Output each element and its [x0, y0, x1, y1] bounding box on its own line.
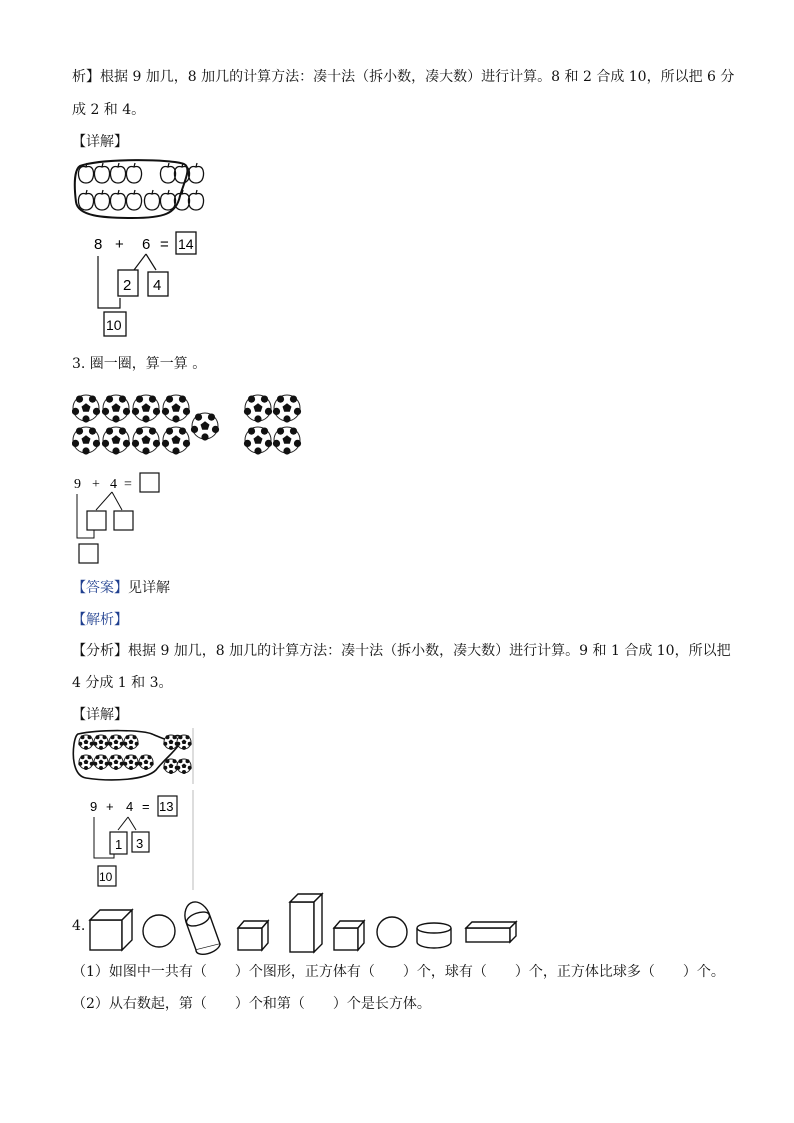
eq3-b: 4: [126, 799, 134, 814]
eq2-b: 4: [110, 477, 117, 492]
eq3-a: 9: [90, 799, 98, 814]
analysis-line-3: 【分析】根据 9 加几，8 加几的计算方法：凑十法（拆小数，凑大数）进行计算。9 和 1 合成 10，所以把: [72, 643, 731, 659]
detail-heading-2: 【详解】: [72, 707, 128, 723]
apple-icon: [126, 163, 141, 183]
sphere-shape: [377, 917, 407, 947]
apple-icon: [126, 190, 141, 210]
cube-shape: [90, 910, 132, 950]
apple-icon: [110, 163, 125, 183]
apple-group: [78, 163, 203, 210]
cylinder-tilted-shape: [185, 902, 220, 954]
analysis-line-4: 4 分成 1 和 3。: [72, 675, 173, 691]
eq3-result: 13: [159, 799, 174, 814]
question-3: 3. 圈一圈，算一算 。: [72, 356, 207, 372]
apple-icon: [188, 163, 203, 183]
equation-figure-1: [86, 226, 206, 341]
sphere-shape: [143, 915, 175, 947]
eq3-plus: +: [106, 799, 114, 814]
short-cylinder-shape: [417, 923, 451, 948]
cube-shape: [238, 921, 268, 950]
answer-text: 见详解: [128, 580, 170, 596]
apple-icon: [94, 163, 109, 183]
shapes-figure: [86, 890, 518, 958]
soccer-ball-figure: [72, 390, 304, 458]
analysis-tag: 【解析】: [72, 612, 128, 628]
eq2-eq: =: [124, 477, 132, 492]
question-4-number: 4.: [72, 918, 86, 934]
eq3-split-a: 1: [115, 837, 123, 852]
eq1-eq: =: [160, 236, 169, 253]
equation-figure-3: [86, 790, 196, 890]
apple-icon: [174, 190, 189, 210]
apple-icon: [110, 190, 125, 210]
eq3-split-b: 3: [136, 836, 144, 851]
apple-icon: [160, 190, 175, 210]
eq2-a: 9: [74, 477, 81, 492]
eq1-result: 14: [178, 236, 194, 252]
detail-heading-1: 【详解】: [72, 134, 128, 150]
apple-icon: [94, 190, 109, 210]
answer-line: [72, 577, 170, 597]
circled-balls-figure: [72, 728, 196, 784]
question-4-part-2: （2）从右数起，第（ ）个和第（ ）个是长方体。: [72, 996, 431, 1012]
eq1-split-b: 4: [153, 277, 162, 294]
equation-figure-2: [72, 470, 172, 570]
eq1-b: 6: [142, 236, 151, 253]
eq3-ten: 10: [99, 870, 113, 884]
eq1-ten: 10: [106, 317, 122, 333]
analysis-line-1: 析】根据 9 加几，8 加几的计算方法：凑十法（拆小数，凑大数）进行计算。8 和 2 合成 10，所以把 6 分: [72, 69, 735, 85]
question-4-part-1: （1）如图中一共有（ ）个图形，正方体有（ ）个，球有（ ）个，正方体比球多（ ）个。: [72, 964, 725, 980]
tall-cuboid-shape: [290, 894, 322, 952]
apple-figure: [72, 156, 222, 226]
eq1-plus: +: [115, 236, 124, 253]
flat-cuboid-shape: [466, 922, 516, 942]
eq3-eq: =: [142, 799, 150, 814]
eq1-a: 8: [94, 236, 103, 253]
apple-icon: [188, 190, 203, 210]
answer-tag: 【答案】: [72, 580, 128, 596]
apple-icon: [144, 190, 159, 210]
apple-icon: [160, 163, 175, 183]
apple-icon: [78, 190, 93, 210]
analysis-line-2: 成 2 和 4。: [72, 102, 146, 118]
eq2-plus: +: [92, 477, 100, 492]
eq1-split-a: 2: [123, 277, 132, 294]
cube-shape: [334, 921, 364, 950]
